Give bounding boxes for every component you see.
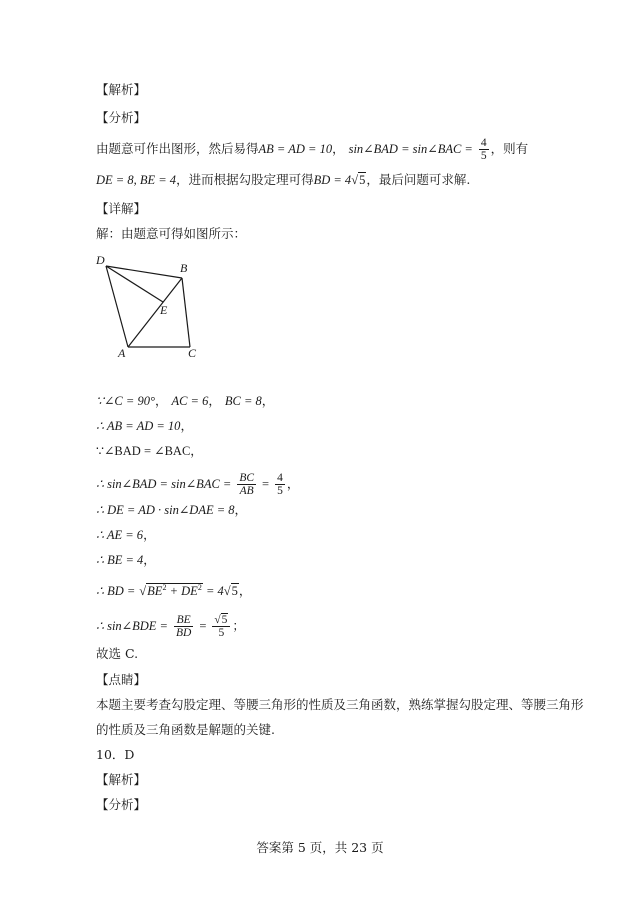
numerator: BC [239, 472, 255, 484]
text: ， [143, 552, 156, 567]
step-3 [96, 443, 203, 459]
math: BE [147, 584, 163, 598]
fraction [237, 472, 256, 497]
math: = [262, 477, 270, 491]
math: BC = 8 [224, 394, 262, 408]
step-6 [96, 527, 156, 543]
denominator: 5 [480, 150, 487, 162]
denominator: AB [239, 485, 254, 497]
text: ， [180, 418, 193, 433]
q10-fenxi-heading: 【分析】 [96, 797, 147, 812]
comment-line-1: 本题主要考查勾股定理、等腰三角形的性质及三角函数，熟练掌握勾股定理、等腰三角形 [96, 697, 584, 712]
step-2 [96, 418, 193, 434]
denominator: BD [175, 627, 192, 639]
fraction [479, 137, 489, 162]
math: sin∠BAD = sin∠BAC = [348, 142, 473, 156]
math: ∵∠BAD = ∠BAC [96, 444, 191, 458]
fraction: $\frac{√5}{5}$ [212, 614, 230, 639]
segment-bc [182, 278, 190, 347]
math: + DE [166, 584, 198, 598]
sqrt-arg: 5 [231, 584, 238, 598]
math: = [199, 619, 207, 633]
text: ， [208, 393, 221, 408]
exponent: 2 [197, 582, 202, 592]
analysis-heading: 【解析】 [96, 82, 147, 97]
label-d: D [96, 253, 105, 267]
text: ， [238, 583, 252, 598]
math: ∴ BD = [96, 584, 136, 598]
fraction [275, 472, 285, 497]
math: AB = AD = 10 [258, 142, 333, 156]
page-footer: 答案第 5 页，共 23 页 [256, 840, 384, 855]
comment-heading: 【点睛】 [96, 672, 147, 687]
math: AC = 6 [171, 394, 209, 408]
fenxi-heading: 【分析】 [96, 110, 147, 125]
solution-intro: 解：由题意可得如图所示： [96, 226, 247, 241]
analysis-line-2: DE = 8, BE = 4，进而根据勾股定理可得BD = 4√5，最后问题可求解. [96, 172, 471, 187]
math: ∴ AE = 6 [96, 528, 144, 542]
text: 由题意可作出图形，然后易得 [96, 141, 259, 156]
text: ， [143, 527, 156, 542]
math: BD = 4 [313, 173, 352, 187]
text: ， [261, 393, 275, 408]
step-5 [96, 502, 247, 518]
text: ， [190, 443, 203, 458]
segment-db [106, 266, 182, 278]
denominator: 5 [277, 485, 283, 497]
math: ∴ sin∠BDE = [96, 619, 168, 633]
step-9 [96, 614, 245, 639]
text: ，最后问题可求解. [366, 172, 471, 187]
label-e: E [160, 303, 168, 317]
segment-ab [128, 278, 182, 347]
step-4 [96, 472, 299, 497]
numerator: 4 [480, 137, 487, 149]
text: ，进而根据勾股定理可得 [176, 172, 314, 187]
numerator: 4 [277, 472, 283, 484]
sqrt-expression [146, 583, 203, 598]
math: ∴ DE = AD · sin∠DAE = 8 [96, 503, 235, 517]
exponent: 2 [162, 582, 167, 592]
text: ， [332, 141, 345, 156]
math: ∴ sin∠BAD = sin∠BAC = [96, 477, 232, 491]
math: ∵∠C = 90° [96, 394, 155, 408]
numerator: BE [174, 614, 193, 627]
fraction [174, 614, 193, 639]
step-7 [96, 552, 156, 568]
text: ， [286, 476, 300, 491]
q10-analysis-heading: 【解析】 [96, 772, 147, 787]
denominator: 5 [218, 627, 225, 639]
math: ∴ BE = 4 [96, 553, 144, 567]
math: = 4 [202, 584, 224, 598]
math: DE = 8, BE = 4 [96, 173, 177, 187]
sqrt-arg: 5 [221, 614, 228, 626]
math: ∴ AB = AD = 10 [96, 419, 181, 433]
step-8: ∴ BD = $√BE^2 + DE^2 = 4√5$， [96, 582, 252, 598]
label-a: A [118, 346, 126, 360]
geometry-figure [92, 252, 222, 362]
sqrt-arg: 5 [359, 173, 366, 187]
text: ， [234, 502, 248, 517]
text: ， [154, 393, 168, 408]
step-1 [96, 393, 274, 409]
text: ； [232, 618, 245, 633]
comment-line-2: 的性质及三角函数是解题的关键. [96, 722, 275, 737]
answer-choice: 故选 C. [96, 646, 139, 661]
text: ，则有 [490, 141, 529, 156]
label-b: B [180, 261, 188, 275]
detail-heading: 【详解】 [96, 201, 147, 216]
question-10-answer: 10．D [96, 747, 135, 762]
label-c: C [188, 346, 197, 360]
analysis-line-1 [96, 137, 528, 162]
